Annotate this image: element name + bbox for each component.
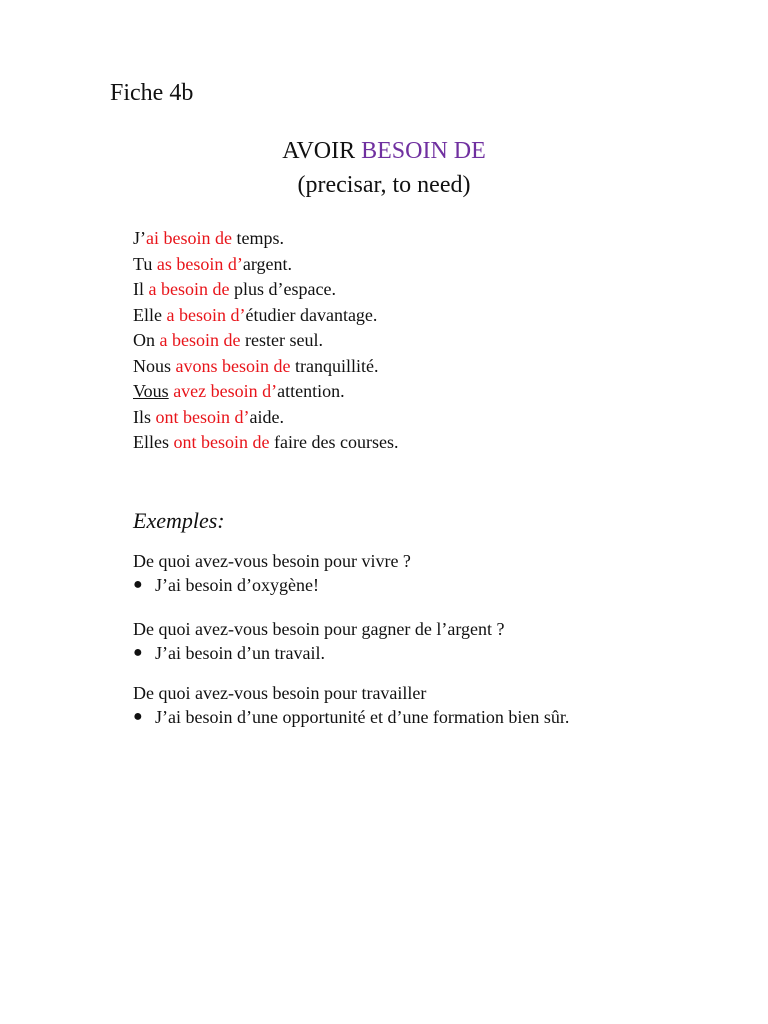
pronoun: Vous (133, 381, 169, 401)
complement: tranquillité. (290, 355, 379, 376)
example-answer-text: J’ai besoin d’une opportunité et d’une formation bien sûr. (155, 707, 570, 727)
pronoun: Tu (133, 253, 157, 274)
conjugation-line (133, 226, 398, 252)
verb-phrase: avons besoin de (175, 355, 291, 376)
sheet-label: Fiche 4b (110, 80, 194, 106)
verb-phrase: ont besoin de (173, 432, 270, 452)
spacer (133, 597, 569, 617)
example-item (133, 681, 569, 729)
complement: temps. (231, 228, 284, 248)
spacer (133, 665, 569, 681)
page-title (0, 134, 768, 168)
conjugation-line (133, 303, 398, 329)
bullet-icon: ● (133, 708, 143, 725)
conjugation-line (133, 405, 398, 431)
examples-heading: Exemples: (133, 508, 225, 533)
example-item (133, 549, 569, 597)
verb-phrase: a besoin de (148, 279, 230, 299)
pronoun: Ils (133, 406, 156, 427)
title-translation: (precisar, to need) (297, 172, 471, 198)
example-question: De quoi avez-vous besoin pour travailler (133, 683, 427, 703)
pronoun: Elle (133, 304, 167, 325)
verb-phrase: ont besoin d’ (155, 406, 250, 427)
title-verb: AVOIR (282, 138, 356, 164)
conjugation-line (133, 430, 398, 456)
conjugation-list (133, 226, 398, 456)
example-question: De quoi avez-vous besoin pour vivre ? (133, 551, 411, 571)
conjugation-line (133, 328, 398, 354)
example-question: De quoi avez-vous besoin pour gagner de l’argent ? (133, 619, 505, 639)
complement: faire des courses. (269, 432, 399, 452)
complement: plus d’espace. (229, 279, 336, 299)
pronoun: On (133, 330, 160, 350)
example-answer (133, 573, 569, 597)
pronoun: Il (133, 279, 149, 299)
bullet-icon: ● (133, 576, 143, 593)
complement: étudier davantage. (245, 304, 378, 325)
bullet-icon: ● (133, 644, 143, 661)
verb-phrase: as besoin d’ (156, 253, 243, 274)
conjugation-line (133, 277, 398, 303)
example-item (133, 617, 569, 665)
conjugation-line (133, 354, 398, 380)
examples-section (133, 506, 569, 729)
conjugation-line (133, 379, 398, 405)
pronoun: J’ (133, 228, 146, 248)
title-block (0, 134, 768, 202)
pronoun: Elles (133, 432, 174, 452)
example-answer (133, 641, 569, 665)
complement: argent. (242, 253, 293, 274)
example-answer-text: J’ai besoin d’oxygène! (155, 575, 319, 595)
example-answer-text: J’ai besoin d’un travail. (155, 643, 325, 663)
verb-phrase: ai besoin de (146, 228, 232, 248)
complement: aide. (249, 406, 284, 427)
pronoun: Nous (133, 355, 176, 376)
verb-phrase: a besoin d’ (166, 304, 246, 325)
conjugation-line (133, 252, 398, 278)
verb-phrase: avez besoin d’ (168, 381, 278, 401)
complement: attention. (277, 381, 345, 401)
verb-phrase: a besoin de (159, 330, 241, 350)
example-answer (133, 705, 569, 729)
complement: rester seul. (240, 330, 323, 350)
title-noun: BESOIN DE (361, 138, 486, 164)
